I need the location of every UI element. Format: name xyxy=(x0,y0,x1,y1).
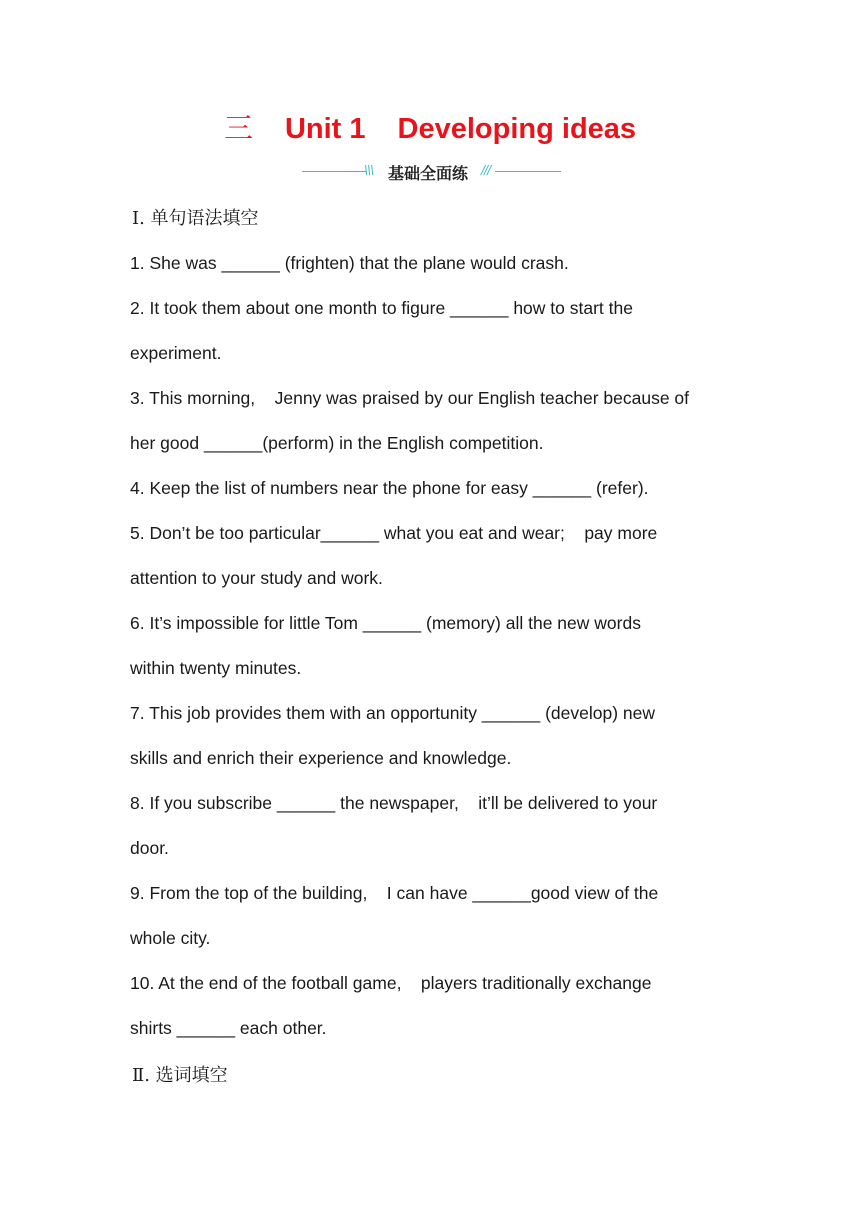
subtitle-banner xyxy=(0,160,860,184)
banner-slash-right: /// xyxy=(481,163,491,177)
banner-line-right xyxy=(495,171,561,172)
banner-slash-left: \\\ xyxy=(364,163,374,177)
exercise-line: 5. Don’t be too particular______ what you eat and wear; pay more xyxy=(130,523,658,543)
unit-label: Unit 1 xyxy=(284,113,366,145)
section-heading-2: Ⅱ. 选词填空 xyxy=(132,1065,228,1086)
exercise-line: 3. This morning, Jenny was praised by our English teacher because of xyxy=(130,388,690,408)
exercise-line: 2. It took them about one month to figure ______ how to start the xyxy=(130,298,633,318)
topic-label: Developing ideas xyxy=(397,113,637,145)
page-title xyxy=(0,108,860,149)
exercise-line: 1. She was ______ (frighten) that the plane would crash. xyxy=(130,253,569,273)
exercise-line: whole city. xyxy=(130,928,211,948)
exercise-line: attention to your study and work. xyxy=(130,568,383,588)
exercise-line: within twenty minutes. xyxy=(130,658,302,678)
exercise-line: 6. It’s impossible for little Tom ______ (memory) all the new words xyxy=(130,613,641,633)
banner-subtitle: 基础全面练 xyxy=(388,164,469,183)
chapter-number: 三 xyxy=(223,111,253,145)
banner-line-left xyxy=(302,171,366,172)
exercise-line: 8. If you subscribe ______ the newspaper, it’ll be delivered to your xyxy=(130,793,658,813)
section-heading-1: Ⅰ. 单句语法填空 xyxy=(132,208,259,229)
exercise-line: 10. At the end of the football game, players traditionally exchange xyxy=(130,973,652,993)
exercise-line: 7. This job provides them with an opportunity ______ (develop) new xyxy=(130,703,655,723)
exercise-line: shirts ______ each other. xyxy=(130,1018,327,1038)
exercise-line: her good ______(perform) in the English competition. xyxy=(130,433,544,453)
exercise-line: door. xyxy=(130,838,169,858)
exercise-line: 9. From the top of the building, I can have ______good view of the xyxy=(130,883,659,903)
exercise-line: experiment. xyxy=(130,343,222,363)
exercise-line: 4. Keep the list of numbers near the phone for easy ______ (refer). xyxy=(130,478,649,498)
exercise-line: skills and enrich their experience and knowledge. xyxy=(130,748,512,768)
